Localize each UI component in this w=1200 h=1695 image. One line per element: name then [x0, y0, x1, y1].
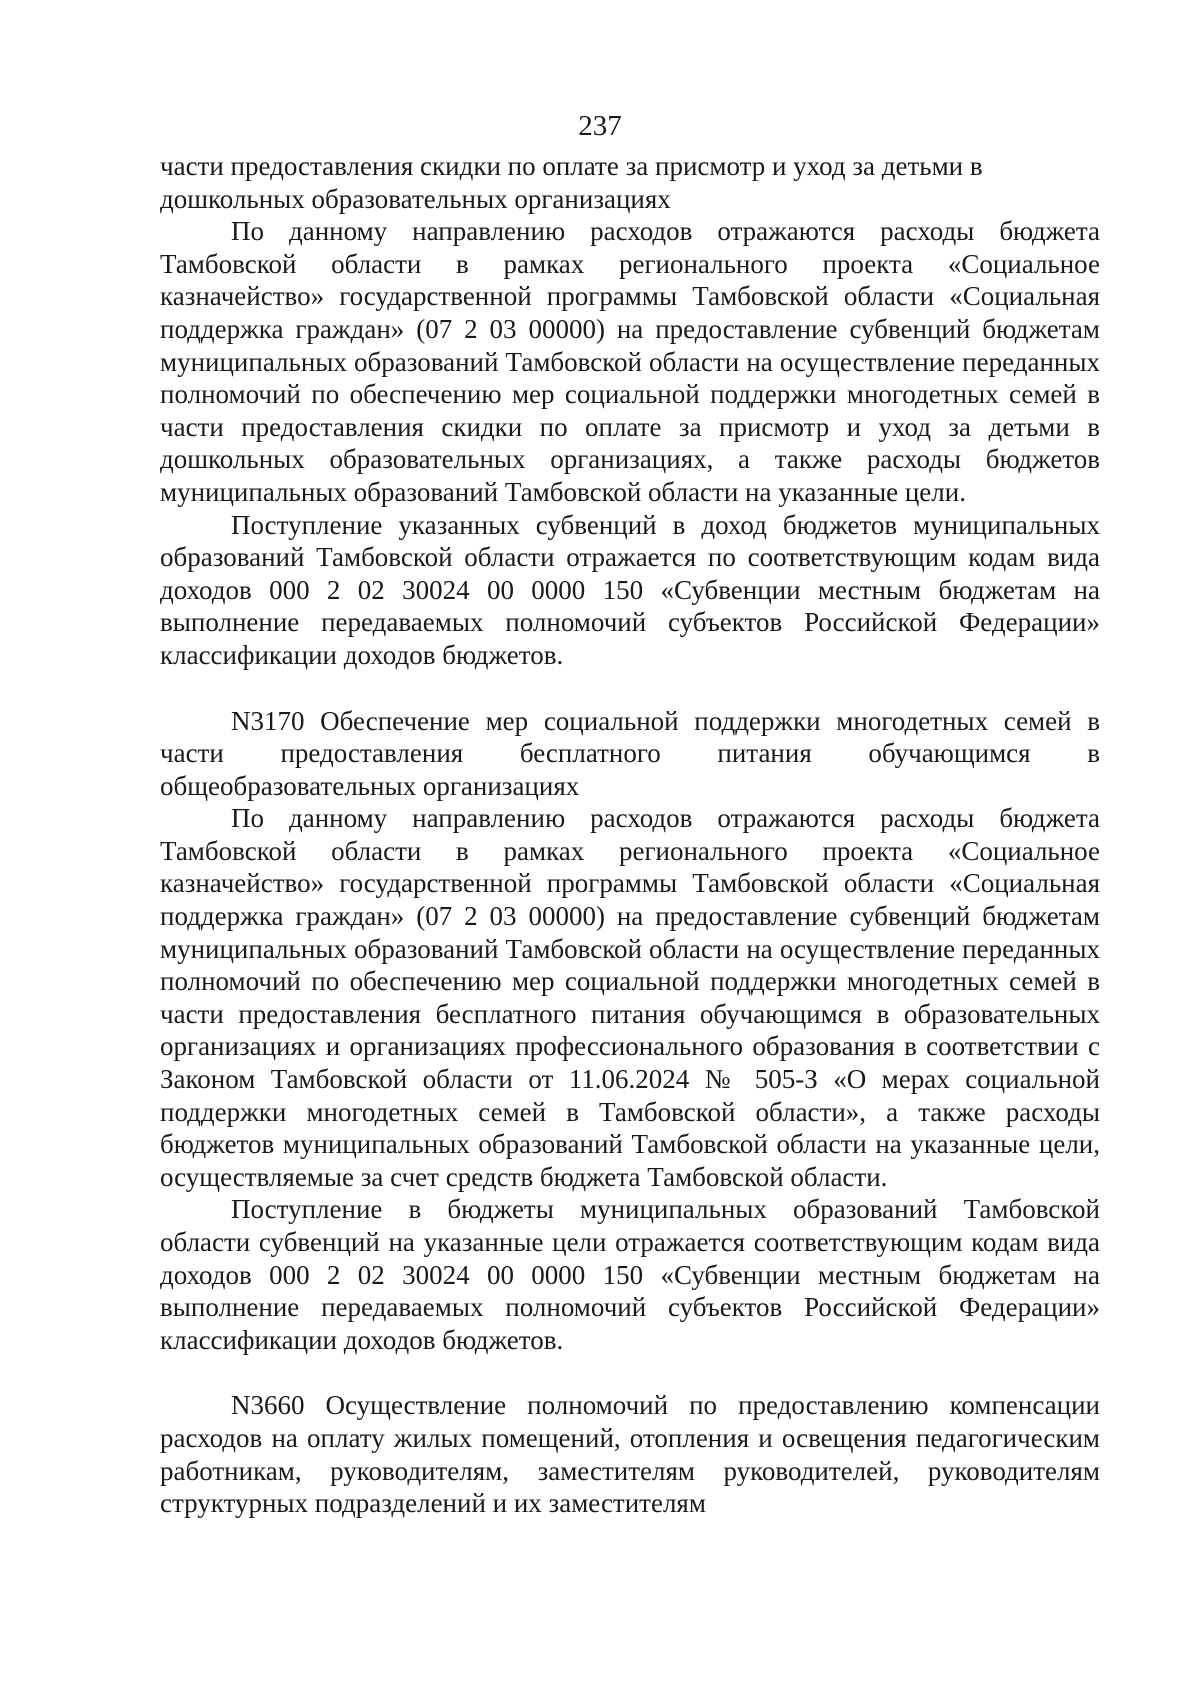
- section-heading-n3660: N3660 Осуществление полномочий по предоставлению компенсации расходов на оплату жилых помещений, отопления и освещения педагогическим работникам, руководителям, заместителям руководителей, руководителям структурных подразделений и их заместителям: [160, 1390, 1100, 1519]
- paragraph-expense-direction-n3170: По данному направлению расходов отражаются расходы бюджета Тамбовской области в рамках регионального проекта «Социальное казначейство» государственной программы Тамбовской области «Социальная поддержка граждан» (07 2 03 00000) на предоставление субвенций бюджетам муниципальных образований Тамбовской области на осуществление переданных полномочий по обеспечению мер социальной поддержки многодетных семей в части предоставления бесплатного питания обучающимся в образовательных организациях и организациях профессионального образования в соответствии с Законом Тамбовской области от 11.06.2024 № 505-З «О мерах социальной поддержки многодетных семей в Тамбовской области», а также расходы бюджетов муниципальных образований Тамбовской области на указанные цели, осуществляемые за счет средств бюджета Тамбовской области.: [160, 803, 1100, 1192]
- page-number: 237: [578, 110, 622, 142]
- paragraph-continuation: части предоставления скидки по оплате за присмотр и уход за детьми в дошкольных образовательных организациях: [160, 151, 983, 214]
- paragraph-expense-direction: По данному направлению расходов отражаются расходы бюджета Тамбовской области в рамках регионального проекта «Социальное казначейство» государственной программы Тамбовской области «Социальная поддержка граждан» (07 2 03 00000) на предоставление субвенций бюджетам муниципальных образований Тамбовской области на осуществление переданных полномочий по обеспечению мер социальной поддержки многодетных семей в части предоставления скидки по оплате за присмотр и уход за детьми в дошкольных образовательных организациях, а также расходы бюджетов муниципальных образований Тамбовской области на указанные цели.: [160, 216, 1100, 507]
- paragraph-revenue-receipt-n3170: Поступление в бюджеты муниципальных образований Тамбовской области субвенций на указанные цели отражается соответствующим кодам вида доходов 000 2 02 30024 00 0000 150 «Субвенции местным бюджетам на выполнение передаваемых полномочий субъектов Российской Федерации» классификации доходов бюджетов.: [160, 1194, 1100, 1355]
- document-body: [160, 150, 1100, 1520]
- paragraph-revenue-receipt: Поступление указанных субвенций в доход бюджетов муниципальных образований Тамбовской области отражается по соответствующим кодам вида доходов 000 2 02 30024 00 0000 150 «Субвенции местным бюджетам на выполнение передаваемых полномочий субъектов Российской Федерации» классификации доходов бюджетов.: [160, 509, 1100, 670]
- section-heading-n3170: N3170 Обеспечение мер социальной поддержки многодетных семей в части предоставления бесплатного питания обучающимся в общеобразовательных организациях: [160, 705, 1100, 801]
